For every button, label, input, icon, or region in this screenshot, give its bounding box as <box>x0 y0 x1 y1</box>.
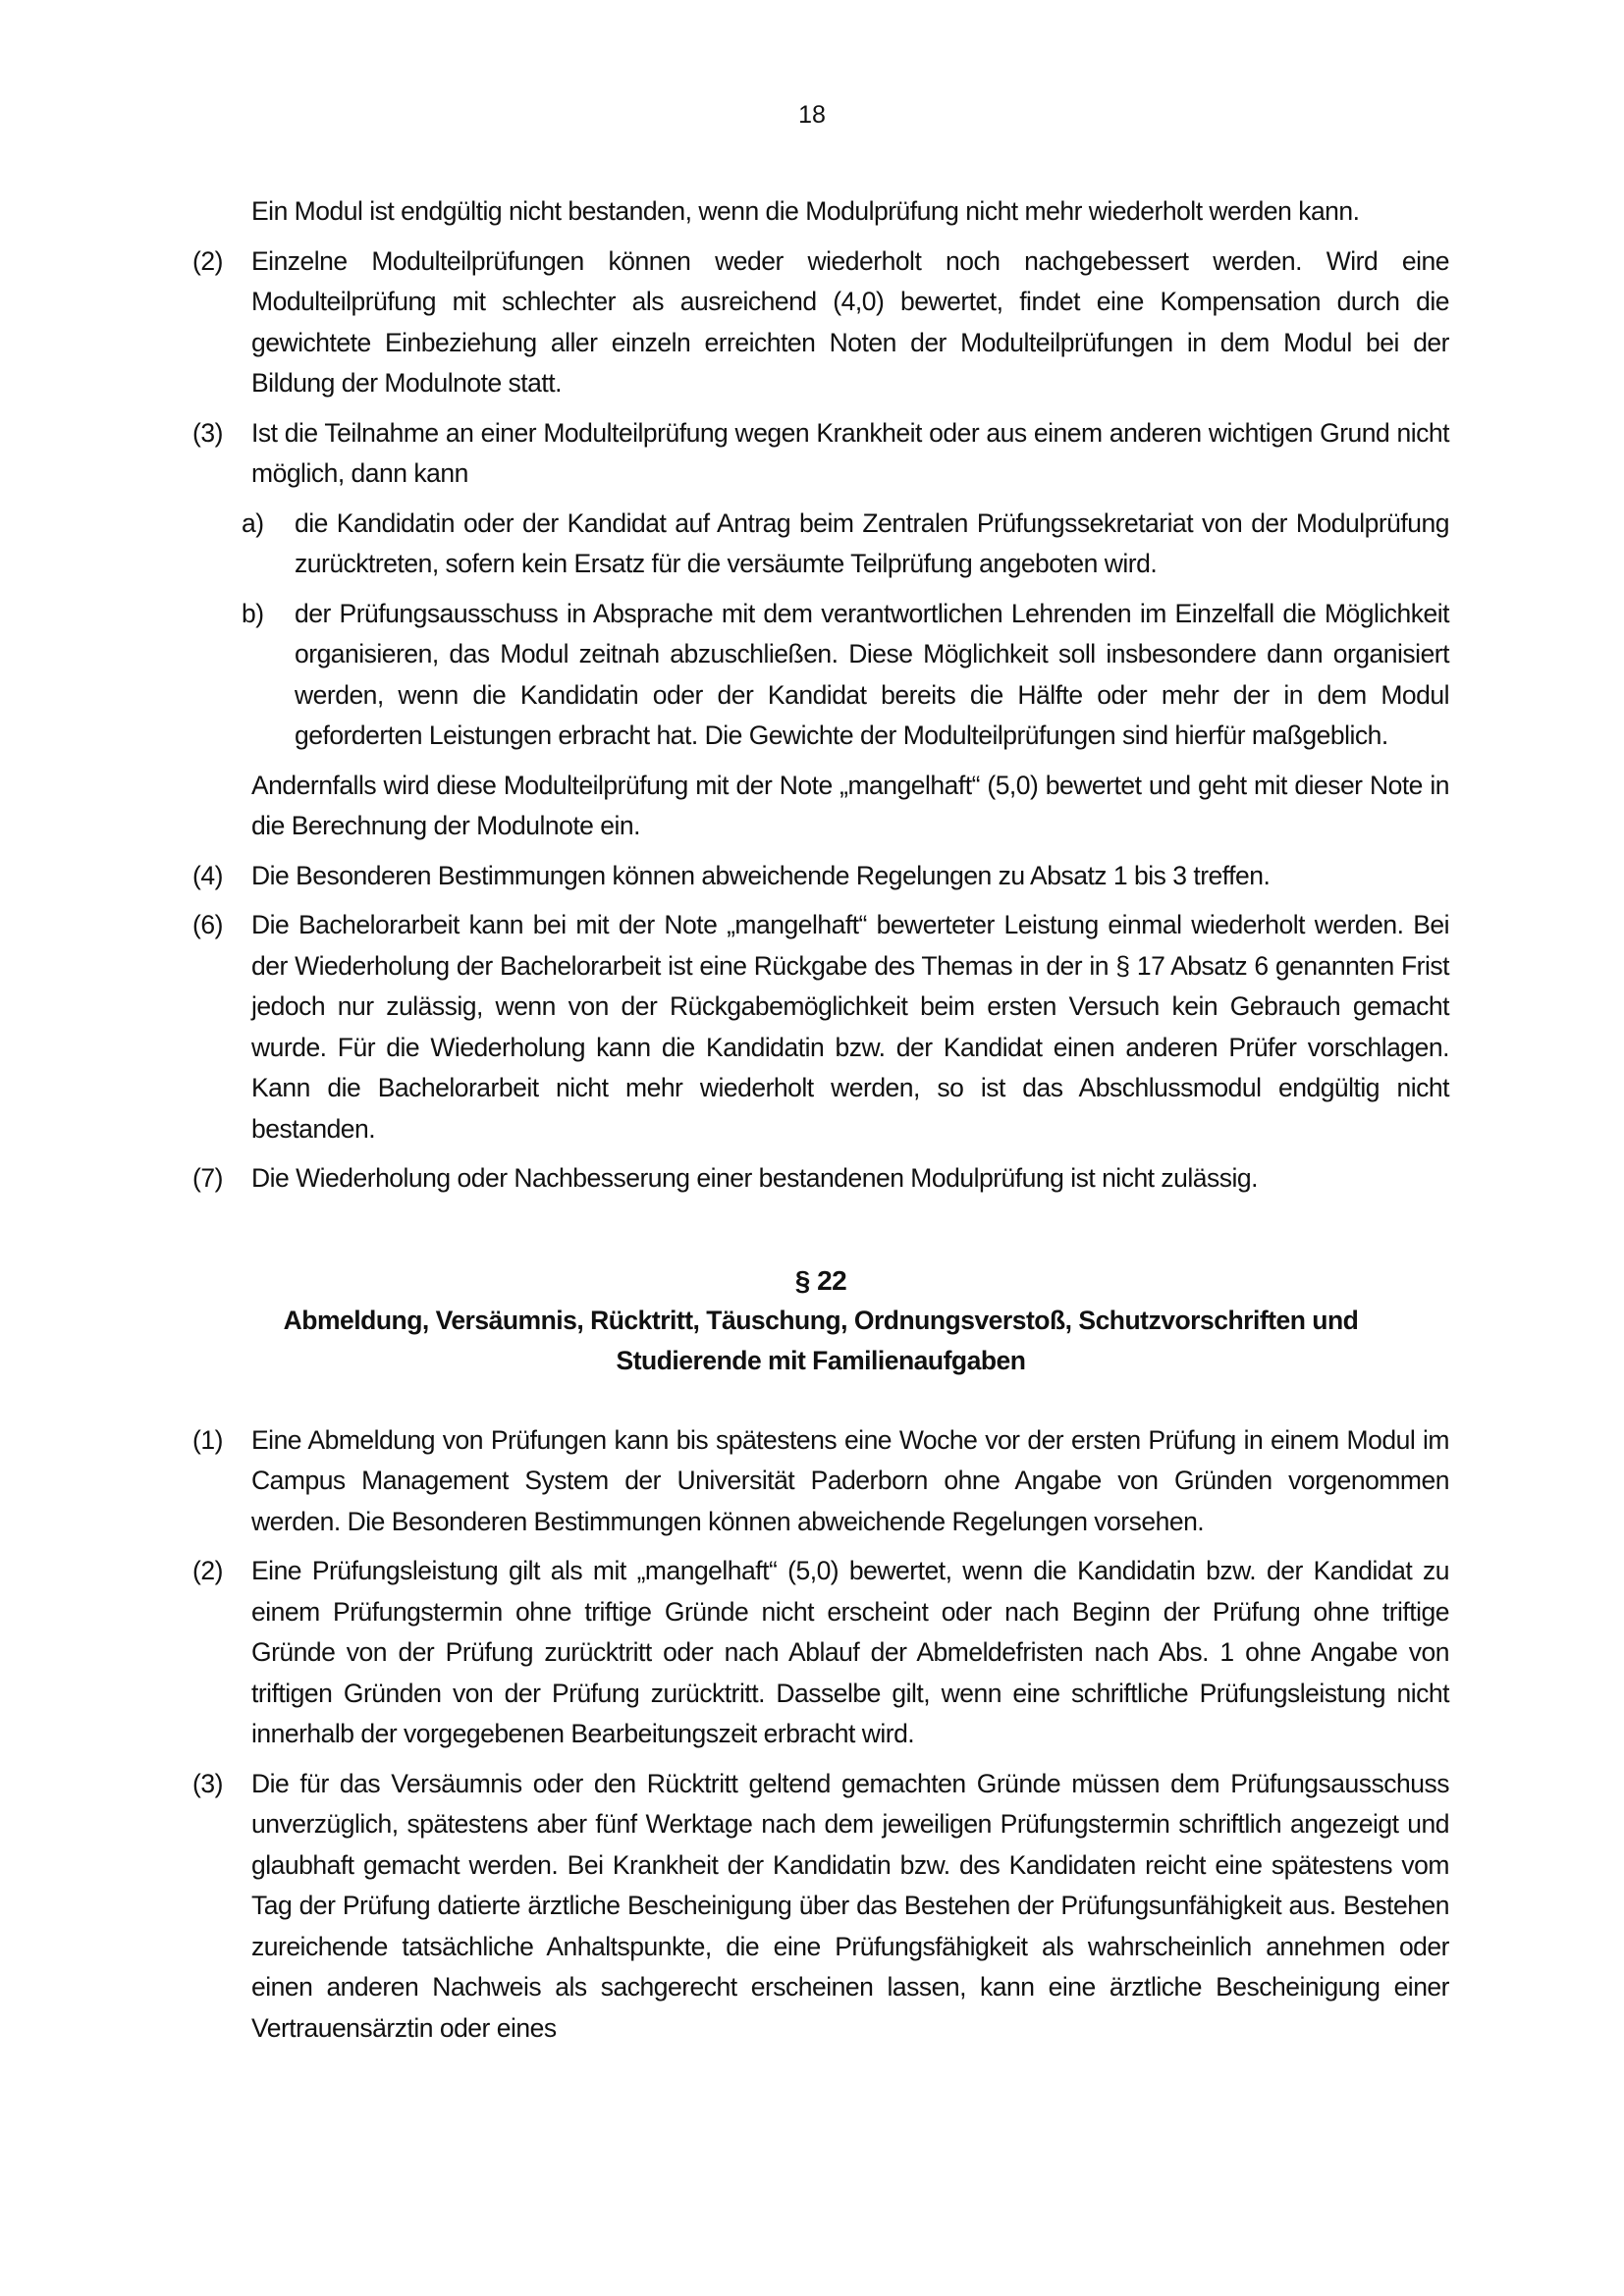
sub-item <box>192 504 1449 585</box>
paragraph-number: (2) <box>192 1556 223 1585</box>
section-heading <box>192 1260 1449 1381</box>
sub-item <box>192 594 1449 757</box>
page-number: 18 <box>798 101 826 129</box>
paragraph-number: (3) <box>192 1768 223 1798</box>
page-content <box>192 191 1449 2057</box>
section-number: § 22 <box>794 1264 847 1296</box>
paragraph-item <box>192 856 1449 897</box>
paragraph-item <box>192 905 1449 1149</box>
paragraph-number: (6) <box>192 910 223 939</box>
sub-item-label: a) <box>242 507 264 538</box>
paragraph-number: (1) <box>192 1424 223 1455</box>
section-title: Abmeldung, Versäumnis, Rücktritt, Täuschung, Ordnungsverstoß, Schutzvorschriften und Studierende mit Familienaufgaben <box>283 1305 1359 1375</box>
paragraph-number: (4) <box>192 860 223 890</box>
paragraph-number: (7) <box>192 1163 223 1193</box>
paragraph-item <box>192 1158 1449 1200</box>
paragraph-item <box>192 241 1449 404</box>
sub-item-text: die Kandidatin oder der Kandidat auf Antrag beim Zentralen Prüfungssekretariat von der Modulprüfung zurücktreten, sofern kein Ersatz für die versäumte Teilprüfung angeboten wird. <box>295 507 1449 578</box>
paragraph-text: Die Besonderen Bestimmungen können abweichende Regelungen zu Absatz 1 bis 3 treffen. <box>251 860 1271 890</box>
paragraph-text: Die für das Versäumnis oder den Rücktritt geltend gemachten Gründe müssen dem Prüfungsausschuss unverzüglich, spätestens aber fünf Werktage nach dem jeweiligen Prüfungstermin schriftlich angezeigt und glaubhaft gemacht werden. Bei Krankheit der Kandidatin bzw. des Kandidaten reicht eine spätestens vom Tag der Prüfung datierte ärztliche Bescheinigung über das Bestehen der Prüfungsunfähigkeit aus. Bestehen zureichende tatsächliche Anhaltspunkte, die eine Prüfungsfähigkeit als wahrscheinlich annehmen oder einen anderen Nachweis als sachgerecht erscheinen lassen, kann eine ärztliche Bescheinigung einer Vertrauensärztin oder eines <box>251 1768 1449 2043</box>
paragraph-number: (3) <box>192 417 223 448</box>
sub-item-label: b) <box>242 598 264 628</box>
paragraph-text: Eine Prüfungsleistung gilt als mit „mangelhaft“ (5,0) bewertet, wenn die Kandidatin bzw. der Kandidat zu einem Prüfungstermin ohne triftige Gründe nicht erscheint oder nach Beginn der Prüfung ohne triftige Gründe von der Prüfung zurücktritt oder nach Ablauf der Abmeldefristen nach Abs. 1 ohne Angabe von triftigen Gründen von der Prüfung zurücktritt. Dasselbe gilt, wenn eine schriftliche Prüfungsleistung nicht innerhalb der vorgegebenen Bearbeitungszeit erbracht wird. <box>251 1556 1449 1748</box>
paragraph-item <box>192 1764 1449 2050</box>
paragraph-item <box>192 1420 1449 1543</box>
paragraph-text: Eine Abmeldung von Prüfungen kann bis spätestens eine Woche vor der ersten Prüfung in einem Modul im Campus Management System der Universität Paderborn ohne Angabe von Gründen vorgenommen werden. Die Besonderen Bestimmungen können abweichende Regelungen vorsehen. <box>251 1424 1449 1536</box>
paragraph-text: Die Bachelorarbeit kann bei mit der Note „mangelhaft“ bewerteter Leistung einmal wiederholt werden. Bei der Wiederholung der Bachelorarbeit ist eine Rückgabe des Themas in der in § 17 Absatz 6 genannten Frist jedoch nur zulässig, wenn von der Rückgabemöglichkeit beim ersten Versuch kein Gebrauch gemacht wurde. Für die Wiederholung kann die Kandidatin bzw. der Kandidat einen anderen Prüfer vorschlagen. Kann die Bachelorarbeit nicht mehr wiederholt werden, so ist das Abschlussmodul endgültig nicht bestanden. <box>251 910 1449 1144</box>
paragraph-text: Einzelne Modulteilprüfungen können weder wiederholt noch nachgebessert werden. Wird eine Modulteilprüfung mit schlechter als ausreichend (4,0) bewertet, findet eine Kompensation durch die gewichtete Einbeziehung aller einzeln erreichten Noten der Modulteilprüfungen in dem Modul bei der Bildung der Modulnote statt. <box>251 245 1449 398</box>
paragraph-text: Die Wiederholung oder Nachbesserung einer bestandenen Modulprüfung ist nicht zulässig. <box>251 1163 1259 1193</box>
paragraph-item <box>192 413 1449 495</box>
sub-item-text: der Prüfungsausschuss in Absprache mit dem verantwortlichen Lehrenden im Einzelfall die Möglichkeit organisieren, das Modul zeitnah abzuschließen. Diese Möglichkeit soll insbesondere dann organisiert werden, wenn die Kandidatin oder der Kandidat bereits die Hälfte oder mehr der in dem Modul geforderten Leistungen erbracht hat. Die Gewichte der Modulteilprüfungen sind hierfür maßgeblich. <box>295 598 1449 750</box>
andernfalls-paragraph: Andernfalls wird diese Modulteilprüfung mit der Note „mangelhaft“ (5,0) bewertet und geht mit dieser Note in die Berechnung der Modulnote ein. <box>251 770 1449 840</box>
paragraph-number: (2) <box>192 245 223 276</box>
intro-continuation: Ein Modul ist endgültig nicht bestanden, wenn die Modulprüfung nicht mehr wiederholt werden kann. <box>251 196 1360 226</box>
paragraph-item <box>192 1551 1449 1755</box>
paragraph-text: Ist die Teilnahme an einer Modulteilprüfung wegen Krankheit oder aus einem anderen wichtigen Grund nicht möglich, dann kann <box>251 417 1449 488</box>
